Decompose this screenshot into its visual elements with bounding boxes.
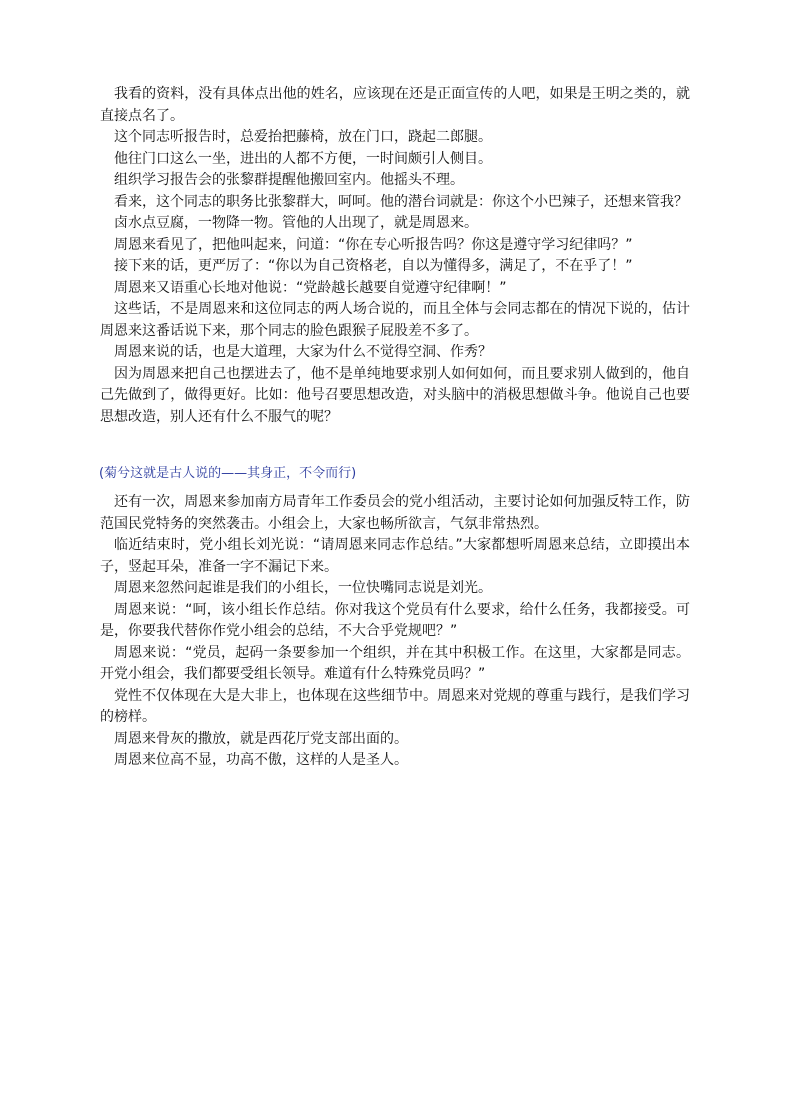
paragraph: 党性不仅体现在大是大非上，也体现在这些细节中。周恩来对党规的尊重与践行，是我们学习的榜样。 xyxy=(100,687,690,725)
paragraph: 还有一次，周恩来参加南方局青年工作委员会的党小组活动，主要讨论如何加强反特工作，防范国民党特务的突然袭击。小组会上，大家也畅所欲言，气氛非常热烈。 xyxy=(100,494,690,532)
paragraph: 接下来的话，更严厉了：“你以为自己资格老，自以为懂得多，满足了，不在乎了！” xyxy=(114,258,633,274)
paragraph: 因为周恩来把自己也摆进去了，他不是单纯地要求别人如何如何，而且要求别人做到的，他自己先做到了，做得更好。比如：他号召要思想改造，对头脑中的消极思想做斗争。他说自己也要思想改造，别人还有什么不服气的呢？ xyxy=(100,365,690,425)
paragraph: 周恩来说的话，也是大道理，大家为什么不觉得空洞、作秀？ xyxy=(114,344,492,360)
paragraph: 周恩来位高不显，功高不傲，这样的人是圣人。 xyxy=(114,752,408,768)
paragraph: 临近结束时，党小组长刘光说：“请周恩来同志作总结。”大家都想听周恩来总结，立即摸出本子，竖起耳朵，准备一字不漏记下来。 xyxy=(100,537,690,575)
paragraph: 我看的资料，没有具体点出他的姓名，应该现在还是正面宣传的人吧，如果是王明之类的，就直接点名了。 xyxy=(100,86,690,124)
paragraph: 周恩来说：“党员，起码一条要参加一个组织，并在其中积极工作。在这里，大家都是同志。开党小组会，我们都要受组长领导。难道有什么特殊党员吗？” xyxy=(100,644,690,682)
paragraph: 组织学习报告会的张黎群提醒他搬回室内。他摇头不理。 xyxy=(114,172,464,188)
paragraph: 这个同志听报告时，总爱抬把藤椅，放在门口，跷起二郎腿。 xyxy=(114,129,492,145)
paragraph: 周恩来又语重心长地对他说：“党龄越长越要自觉遵守纪律啊！” xyxy=(114,279,507,296)
paragraph: 他往门口这么一坐，进出的人都不方便，一时间颇引人侧目。 xyxy=(114,150,492,167)
paragraph: 看来，这个同志的职务比张黎群大，呵呵。他的潜台词就是：你这个小巴辣子，还想来管我？ xyxy=(114,193,688,210)
paragraph: 卤水点豆腐，一物降一物。管他的人出现了，就是周恩来。 xyxy=(114,215,478,231)
paragraph: 周恩来忽然问起谁是我们的小组长，一位快嘴同志说是刘光。 xyxy=(114,580,492,596)
paragraph: 周恩来说：“呵，该小组长作总结。你对我这个党员有什么要求，给什么任务，我都接受。可是，你要我代替你作党小组会的总结，不大合乎党规吧？” xyxy=(100,601,690,639)
section-one xyxy=(100,84,690,428)
editor-comment: (菊兮这就是古人说的——其身正，不令而行) xyxy=(99,466,357,481)
section-two xyxy=(100,492,690,772)
paragraph: 周恩来看见了，把他叫起来，问道：“你在专心听报告吗？你这是遵守学习纪律吗？” xyxy=(114,236,633,253)
paragraph: 这些话，不是周恩来和这位同志的两人场合说的，而且全体与会同志都在的情况下说的，估计周恩来这番话说下来，那个同志的脸色跟猴子屁股差不多了。 xyxy=(100,301,690,339)
paragraph: 周恩来骨灰的撒放，就是西花厅党支部出面的。 xyxy=(114,730,408,747)
